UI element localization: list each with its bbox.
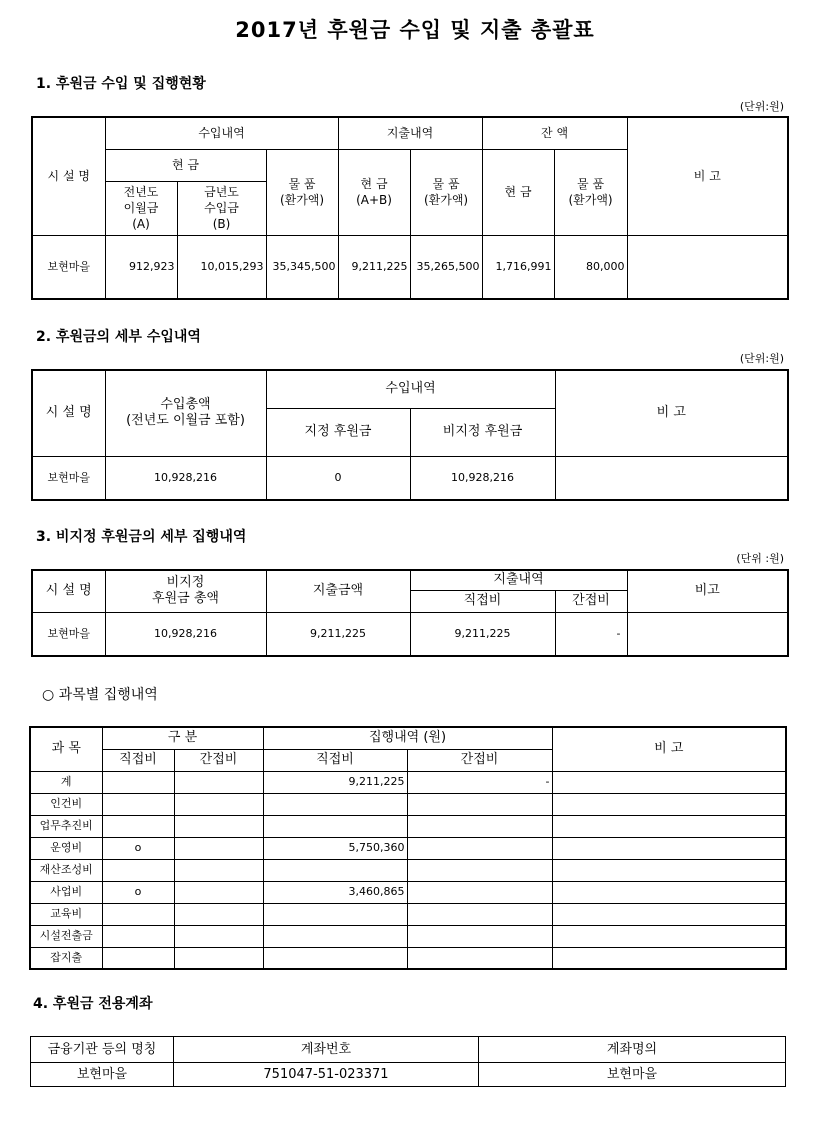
exec-direct-cell: 5,750,360 xyxy=(263,837,407,859)
table-row xyxy=(30,837,786,859)
class-indirect-cell xyxy=(174,903,263,925)
exec-direct-cell xyxy=(263,793,407,815)
note-cell xyxy=(552,837,786,859)
header-expense-goods: 물 품 (환가액) xyxy=(410,149,482,235)
class-direct-cell xyxy=(102,771,174,793)
note-cell xyxy=(552,859,786,881)
account-number: 751047-51-023371 xyxy=(174,1063,479,1087)
header-expense-detail: 지출내역 xyxy=(410,570,627,590)
class-direct-cell xyxy=(102,947,174,969)
exec-indirect-cell xyxy=(407,815,552,837)
exec-indirect-cell xyxy=(407,903,552,925)
header-execution: 집행내역 (원) xyxy=(263,727,552,749)
header-undesignated-total: 비지정 후원금 총액 xyxy=(105,570,266,612)
exec-indirect-cell xyxy=(407,881,552,903)
exec-direct-cell xyxy=(263,815,407,837)
header-facility: 시 설 명 xyxy=(32,370,105,456)
subject-cell: 계 xyxy=(30,771,102,793)
exec-direct-cell xyxy=(263,859,407,881)
facility-name: 보현마을 xyxy=(32,612,105,656)
section4-heading: 4. 후원금 전용계좌 xyxy=(33,996,153,1012)
facility-name: 보현마을 xyxy=(32,456,105,500)
header-income: 수입내역 xyxy=(105,117,338,149)
header-class-indirect: 간접비 xyxy=(174,749,263,771)
header-account-holder: 계좌명의 xyxy=(479,1037,786,1063)
header-balance-cash: 현 금 xyxy=(482,149,554,235)
note-cell xyxy=(627,235,788,299)
header-expense-cash: 현 금 (A+B) xyxy=(338,149,410,235)
account-holder: 보현마을 xyxy=(479,1063,786,1087)
designated-value: 0 xyxy=(266,456,410,500)
facility-name: 보현마을 xyxy=(32,235,105,299)
header-goods: 물 품 (환가액) xyxy=(266,149,338,235)
note-cell xyxy=(552,815,786,837)
header-exec-direct: 직접비 xyxy=(263,749,407,771)
exec-indirect-cell xyxy=(407,837,552,859)
subject-exec-table xyxy=(29,726,787,970)
header-note: 비 고 xyxy=(555,370,788,456)
class-indirect-cell xyxy=(174,837,263,859)
class-indirect-cell xyxy=(174,947,263,969)
subject-cell: 시설전출금 xyxy=(30,925,102,947)
section3-heading: 3. 비지정 후원금의 세부 집행내역 xyxy=(36,529,247,545)
note-cell xyxy=(552,903,786,925)
exec-direct-cell: 9,211,225 xyxy=(263,771,407,793)
expense-goods-value: 35,265,500 xyxy=(410,235,482,299)
exec-indirect-cell xyxy=(407,793,552,815)
undesignated-total-value: 10,928,216 xyxy=(105,612,266,656)
exec-direct-cell xyxy=(263,925,407,947)
section2-unit: (단위:원) xyxy=(739,352,784,365)
exec-direct-cell xyxy=(263,903,407,925)
goods-value: 35,345,500 xyxy=(266,235,338,299)
total-income-value: 10,928,216 xyxy=(105,456,266,500)
balance-goods-value: 80,000 xyxy=(554,235,627,299)
class-direct-cell xyxy=(102,859,174,881)
direct-value: 9,211,225 xyxy=(410,612,555,656)
class-indirect-cell xyxy=(174,771,263,793)
section2-heading: 2. 후원금의 세부 수입내역 xyxy=(36,329,201,345)
subject-cell: 운영비 xyxy=(30,837,102,859)
exec-indirect-cell: - xyxy=(407,771,552,793)
table-row xyxy=(30,771,786,793)
table-row xyxy=(30,793,786,815)
class-indirect-cell xyxy=(174,793,263,815)
class-direct-cell xyxy=(102,903,174,925)
exec-direct-cell xyxy=(263,947,407,969)
note-cell xyxy=(552,881,786,903)
page-title: 2017년 후원금 수입 및 지출 총괄표 xyxy=(235,18,595,42)
exec-indirect-cell xyxy=(407,925,552,947)
table-row xyxy=(30,881,786,903)
income-detail-table xyxy=(31,369,789,501)
class-indirect-cell xyxy=(174,881,263,903)
note-cell xyxy=(552,925,786,947)
header-indirect: 간접비 xyxy=(555,590,627,612)
class-direct-cell: o xyxy=(102,837,174,859)
subject-cell: 잡지출 xyxy=(30,947,102,969)
exec-indirect-cell xyxy=(407,859,552,881)
table-row xyxy=(30,903,786,925)
subject-cell: 사업비 xyxy=(30,881,102,903)
expense-cash-value: 9,211,225 xyxy=(338,235,410,299)
header-note: 비 고 xyxy=(552,727,786,771)
indirect-value: - xyxy=(555,612,627,656)
header-cash: 현 금 xyxy=(105,149,266,181)
header-exec-indirect: 간접비 xyxy=(407,749,552,771)
section1-heading: 1. 후원금 수입 및 집행현황 xyxy=(36,76,206,92)
note-cell xyxy=(552,947,786,969)
section3-unit: (단위 :원) xyxy=(736,552,784,565)
header-expense: 지출내역 xyxy=(338,117,482,149)
exec-indirect-cell xyxy=(407,947,552,969)
header-facility: 시 설 명 xyxy=(32,117,105,235)
header-classification: 구 분 xyxy=(102,727,263,749)
header-direct: 직접비 xyxy=(410,590,555,612)
current-income-value: 10,015,293 xyxy=(177,235,266,299)
class-indirect-cell xyxy=(174,815,263,837)
header-note: 비 고 xyxy=(627,117,788,235)
subject-cell: 업무추진비 xyxy=(30,815,102,837)
table-row xyxy=(30,859,786,881)
note-cell xyxy=(627,612,788,656)
table-row xyxy=(30,925,786,947)
subject-exec-heading: ○ 과목별 집행내역 xyxy=(42,687,158,703)
class-direct-cell xyxy=(102,925,174,947)
subject-cell: 인건비 xyxy=(30,793,102,815)
header-spent: 지출금액 xyxy=(266,570,410,612)
header-undesignated: 비지정 후원금 xyxy=(410,408,555,456)
header-total-income: 수입총액 (전년도 이월금 포함) xyxy=(105,370,266,456)
header-note: 비고 xyxy=(627,570,788,612)
header-designated: 지정 후원금 xyxy=(266,408,410,456)
note-cell xyxy=(552,793,786,815)
section1-unit: (단위:원) xyxy=(739,100,784,113)
spent-value: 9,211,225 xyxy=(266,612,410,656)
bank-name: 보현마을 xyxy=(31,1063,174,1087)
class-indirect-cell xyxy=(174,859,263,881)
header-current-income: 금년도 수입금 (B) xyxy=(177,181,266,235)
subject-cell: 재산조성비 xyxy=(30,859,102,881)
header-balance-goods: 물 품 (환가액) xyxy=(554,149,627,235)
header-bank: 금융기관 등의 명칭 xyxy=(31,1037,174,1063)
class-direct-cell xyxy=(102,793,174,815)
header-account-number: 계좌번호 xyxy=(174,1037,479,1063)
account-table xyxy=(30,1036,786,1087)
undesignated-exec-table xyxy=(31,569,789,657)
header-class-direct: 직접비 xyxy=(102,749,174,771)
prev-carryover-value: 912,923 xyxy=(105,235,177,299)
header-balance: 잔 액 xyxy=(482,117,627,149)
header-subject: 과 목 xyxy=(30,727,102,771)
balance-cash-value: 1,716,991 xyxy=(482,235,554,299)
income-expense-table xyxy=(31,116,789,300)
class-direct-cell xyxy=(102,815,174,837)
subject-cell: 교육비 xyxy=(30,903,102,925)
note-cell xyxy=(555,456,788,500)
class-indirect-cell xyxy=(174,925,263,947)
table-row xyxy=(30,947,786,969)
note-cell xyxy=(552,771,786,793)
table-row xyxy=(30,815,786,837)
class-direct-cell: o xyxy=(102,881,174,903)
header-prev-carryover: 전년도 이월금 (A) xyxy=(105,181,177,235)
undesignated-value: 10,928,216 xyxy=(410,456,555,500)
exec-direct-cell: 3,460,865 xyxy=(263,881,407,903)
header-facility: 시 설 명 xyxy=(32,570,105,612)
header-income: 수입내역 xyxy=(266,370,555,408)
